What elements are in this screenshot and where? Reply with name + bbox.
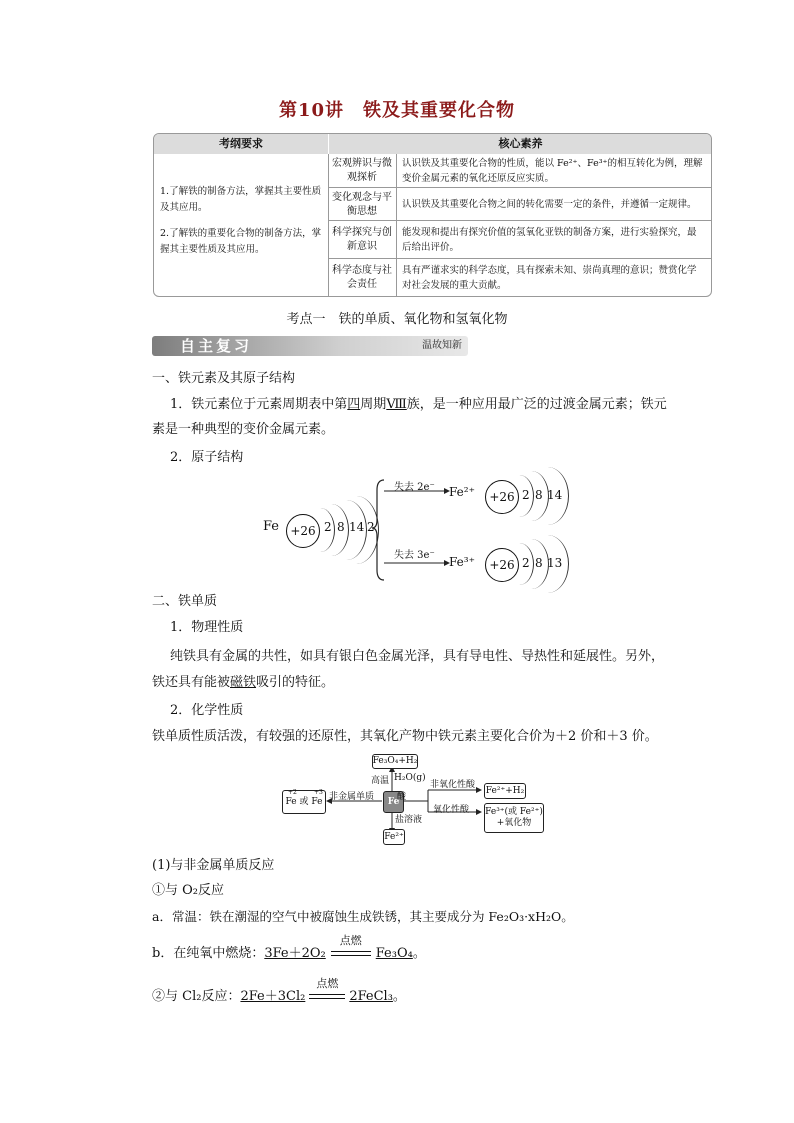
text-span: ②与 Cl₂反应： (152, 989, 241, 1004)
element-symbol: Fe (263, 519, 280, 534)
header-literacy: 核心素养 (328, 134, 712, 154)
equation-combustion (152, 934, 426, 964)
condition-high-temp: 高温 (371, 776, 390, 786)
condition-ignite: 点燃 (316, 977, 339, 990)
nucleus: +26 (286, 514, 320, 548)
label-nonmetal: 非金属单质 (329, 792, 375, 802)
text-span: 吸引的特征。 (256, 675, 335, 690)
label-nonoxidizing-acid: 非氧化性酸 (430, 780, 476, 790)
lower-arrow-label: 失去 3e⁻ (394, 550, 435, 561)
literacy-description: 认识铁及其重要化合物的性质，能以 Fe²⁺、Fe³⁺的相互转化为例，理解变价金属元素的氧化还原反应实质。 (402, 157, 703, 184)
shell-count: 14 (349, 520, 365, 534)
shell-count: 2 (522, 488, 530, 502)
reaction-condition (305, 977, 349, 1007)
shell-count: 13 (547, 556, 563, 570)
product-fe3o4: Fe₃O₄+H₂ (372, 754, 418, 769)
equation-left: 2Fe＋3Cl₂ (240, 989, 306, 1004)
text-span: b．在纯氧中燃烧： (152, 946, 265, 961)
heading-iron-element: 一、铁元素及其原子结构 (152, 371, 296, 386)
paragraph-rusting: a．常温：铁在潮湿的空气中被腐蚀生成铁锈，其主要成分为 Fe₂O₃·xH₂O。 (152, 909, 574, 924)
oxidation-state-plus3: +3 (314, 789, 323, 796)
paragraph-chemical: 铁单质性质活泼，有较强的还原性，其氧化产物中铁元素主要化合价为＋2 价和＋3 价。 (152, 729, 658, 744)
shell-count: 2 (367, 520, 375, 534)
banner-title: 自主复习 (180, 337, 253, 355)
page-title: 第10讲 铁及其重要化合物 (278, 100, 516, 121)
literacy-category: 宏观辨识与微观探析 (328, 154, 397, 187)
text-span: 族，是一种应用最广泛的过渡金属元素；铁元 (406, 397, 667, 412)
reactant-water-vapor: H₂O(g) (394, 773, 426, 783)
paragraph-physical: 纯铁具有金属的共性，如具有银白色金属光泽，具有导电性、导热性和延展性。另外， (170, 649, 665, 664)
header-requirements: 考纲要求 (219, 137, 263, 150)
literacy-category: 科学态度与社会责任 (328, 259, 397, 297)
text-span: 1．铁元素位于元素周期表中第 (170, 397, 348, 412)
underlined-answer: 磁铁 (230, 675, 257, 690)
equation-left: 3Fe＋2O₂ (264, 946, 326, 961)
literacy-category: 变化观念与平衡思想 (328, 188, 397, 221)
shell-count: 2 (324, 520, 332, 534)
paragraph-continuation: 素是一种典型的变价金属元素。 (152, 422, 335, 437)
product-fe3-line1: Fe³⁺(或 Fe²⁺) (485, 807, 543, 817)
fe-or-fe-label: Fe 或 Fe (285, 796, 323, 807)
requirement-1: 1.了解铁的制备方法，掌握其主要性质及其应用。 (160, 186, 322, 213)
ion-nucleus: +26 (485, 480, 519, 514)
ion-fe2: Fe²⁺ (449, 485, 475, 499)
iron-center-box: Fe (383, 791, 404, 813)
shell-count: 2 (522, 556, 530, 570)
literacy-category: 科学探究与创新意识 (328, 221, 397, 259)
underlined-answer: 四 (347, 397, 361, 412)
label-oxidizing-acid: 氧化性酸 (433, 805, 470, 815)
equals-sign (309, 994, 345, 999)
heading-iron-metal: 二、铁单质 (152, 594, 218, 609)
ion-fe3: Fe³⁺ (449, 555, 475, 569)
equals-sign (331, 951, 371, 956)
equation-right: Fe₃O₄ (375, 946, 413, 961)
oxidation-state-plus2: +2 (288, 789, 297, 796)
subheading-atomic-structure: 2．原子结构 (170, 450, 244, 465)
subheading-physical: 1．物理性质 (170, 620, 244, 635)
text-span: 。 (412, 946, 426, 961)
requirement-2: 2.了解铁的重要化合物的制备方法，掌握其主要性质及其应用。 (160, 228, 322, 255)
banner-subtitle: 温故知新 (422, 340, 462, 351)
product-fe2: Fe²⁺ (383, 829, 405, 845)
condition-ignite: 点燃 (339, 934, 362, 947)
text-span: 。 (392, 989, 406, 1004)
reaction-condition (326, 934, 376, 964)
section-heading: 考点一 铁的单质、氧化物和氢氧化物 (286, 312, 508, 327)
heading-o2-reaction: ①与 O₂反应 (152, 883, 225, 898)
shell-count: 8 (535, 556, 543, 570)
literacy-description: 认识铁及其重要化合物之间的转化需要一定的条件，并遵循一定规律。 (402, 199, 697, 210)
text-span: 周期 (360, 397, 387, 412)
equation-right: 2FeCl₃ (349, 989, 393, 1004)
product-fe3-line2: +氧化物 (496, 818, 532, 828)
literacy-description: 具有严谨求实的科学态度，具有探索未知、崇尚真理的意识；赞赏化学对社会发展的重大贡献。 (402, 265, 697, 291)
shell-count: 8 (535, 488, 543, 502)
ion-nucleus: +26 (485, 548, 519, 582)
product-fe3-oxide (484, 803, 544, 833)
equation-chlorine (152, 977, 406, 1007)
label-salt-solution: 盐溶液 (395, 815, 423, 825)
product-fe2-h2: Fe²⁺+H₂ (484, 783, 526, 799)
shell-count: 8 (337, 520, 345, 534)
text-span: 铁还具有能被 (152, 675, 231, 690)
upper-arrow-label: 失去 2e⁻ (394, 482, 435, 493)
shell-count: 14 (547, 488, 563, 502)
subheading-chemical: 2．化学性质 (170, 703, 244, 718)
heading-nonmetal-reaction: (1)与非金属单质反应 (152, 858, 275, 873)
label-acid: 酸 (397, 792, 407, 802)
underlined-answer: Ⅷ (386, 397, 407, 412)
literacy-description: 能发现和提出有探究价值的氢氧化亚铁的制备方案，进行实验探究，最后给出评价。 (402, 227, 697, 253)
